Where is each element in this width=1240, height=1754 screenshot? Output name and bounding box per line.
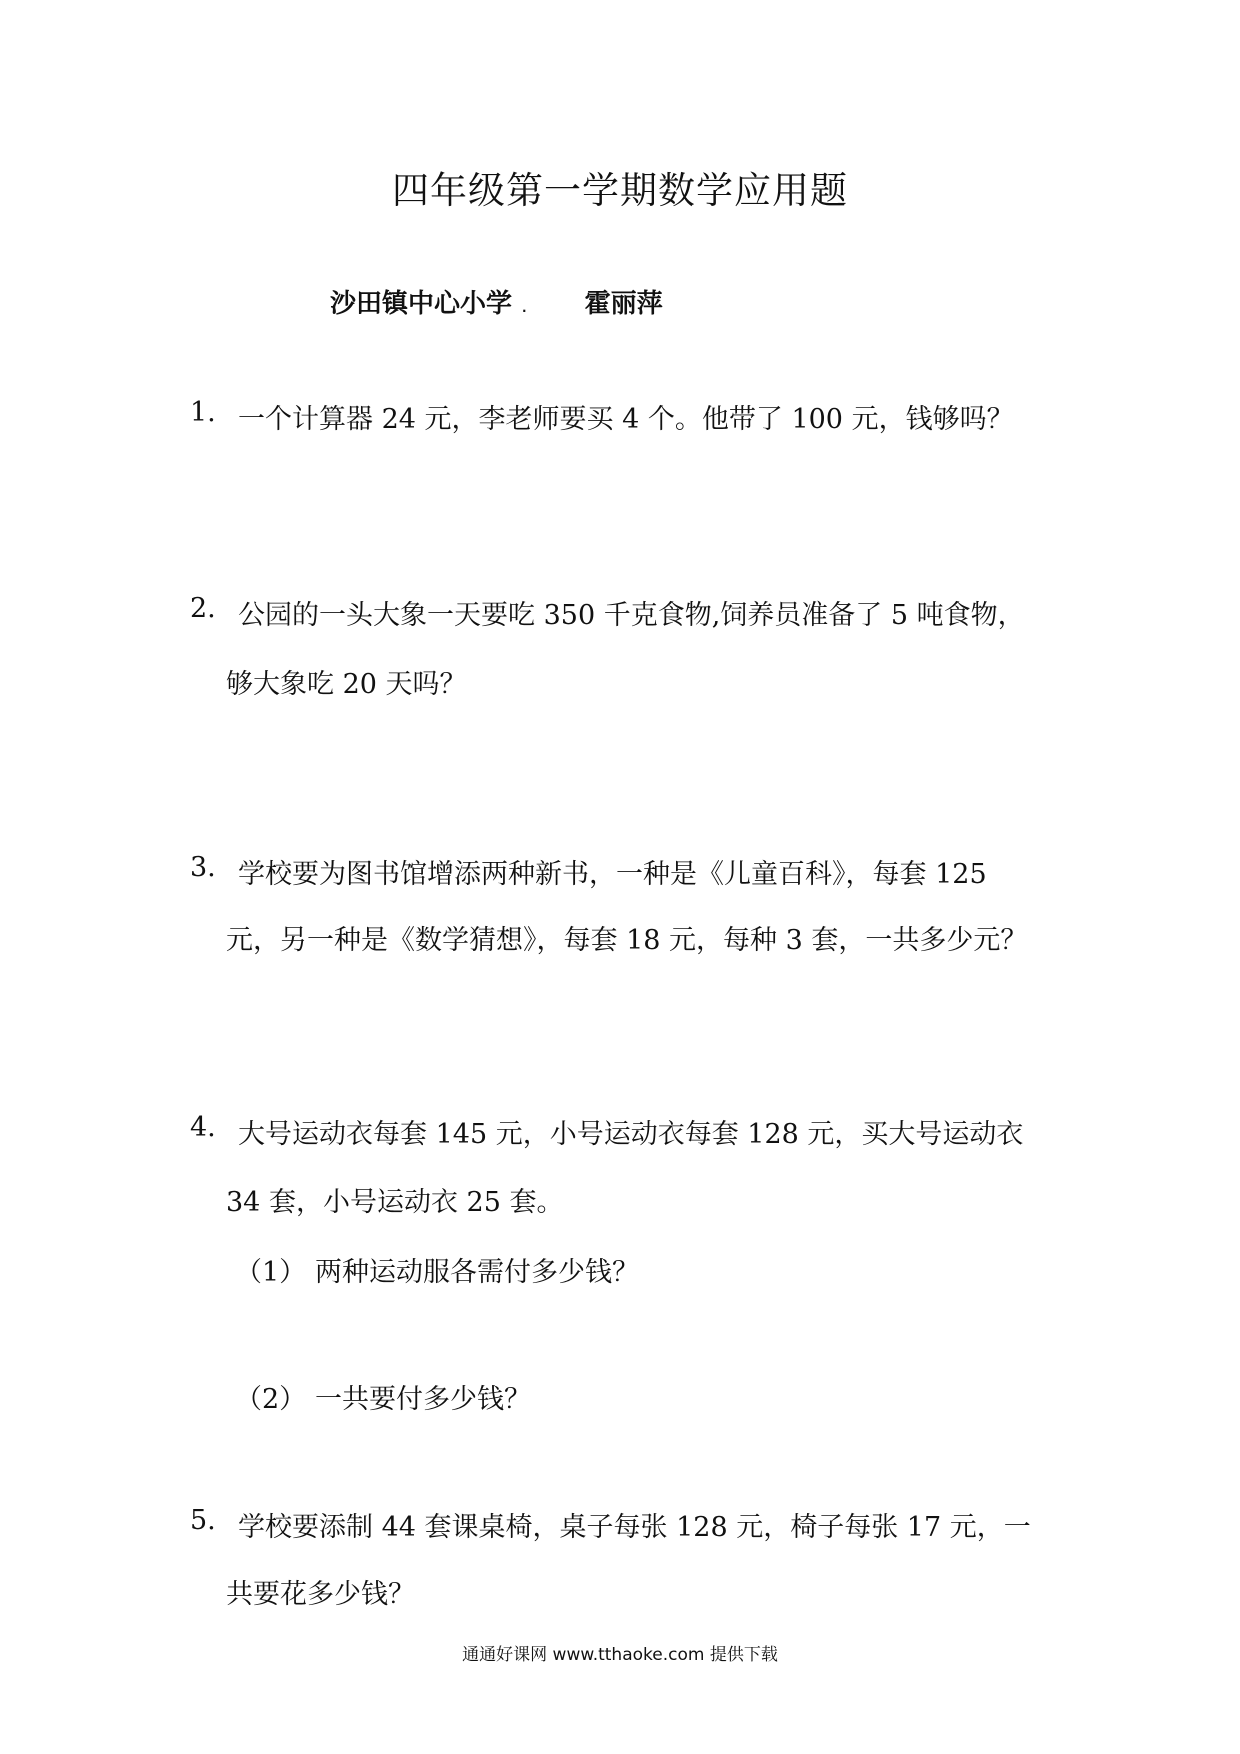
- question-4-sub-1-label: （1）: [235, 1257, 307, 1288]
- question-1-line-1: 一个计算器 24 元，李老师要买 4 个。他带了 100 元，钱够吗？: [238, 404, 1014, 435]
- question-2-line-2: 够大象吃 20 天吗？: [226, 669, 467, 700]
- question-3-line-1: 学校要为图书馆增添两种新书，一种是《儿童百科》，每套 125: [238, 859, 987, 890]
- subtitle: [330, 283, 663, 320]
- question-2-number: 2.: [190, 593, 216, 624]
- question-4-sub-2-label: （2）: [235, 1384, 307, 1415]
- question-3-number: 3.: [190, 852, 216, 883]
- question-1-number: 1.: [190, 397, 216, 428]
- question-5-line-2: 共要花多少钱？: [226, 1579, 415, 1610]
- question-4-number: 4.: [190, 1112, 216, 1143]
- subtitle-separator: .: [522, 301, 527, 315]
- question-5-number: 5.: [190, 1505, 216, 1536]
- question-5-line-1: 学校要添制 44 套课桌椅，桌子每张 128 元，椅子每张 17 元，一: [238, 1512, 1031, 1543]
- question-3-line-2: 元，另一种是《数学猜想》，每套 18 元，每种 3 套，一共多少元？: [226, 925, 1028, 956]
- question-4-line-1: 大号运动衣每套 145 元，小号运动衣每套 128 元，买大号运动衣: [238, 1119, 1024, 1150]
- question-4-line-2: 34 套，小号运动衣 25 套。: [226, 1187, 564, 1218]
- page-title: 四年级第一学期数学应用题: [392, 169, 848, 212]
- author-name: 霍丽萍: [584, 289, 663, 319]
- question-2-line-1: 公园的一头大象一天要吃 350 千克食物,饲养员准备了 5 吨食物，: [238, 600, 1025, 631]
- footer-source-note: 通通好课网 www.tthaoke.com 提供下载: [462, 1645, 778, 1665]
- question-4-sub-1-text: 两种运动服各需付多少钱？: [315, 1257, 639, 1288]
- school-name: 沙田镇中心小学: [330, 289, 513, 319]
- question-4-sub-2-text: 一共要付多少钱？: [315, 1384, 531, 1415]
